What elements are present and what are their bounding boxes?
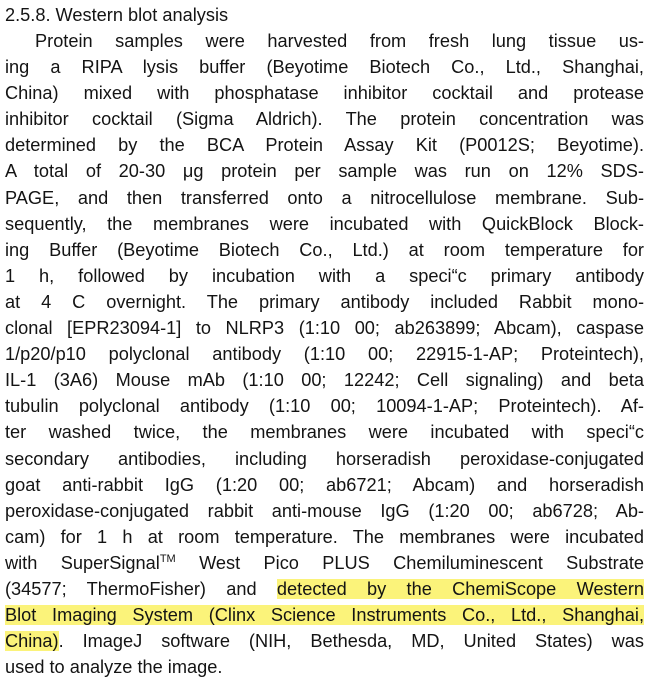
highlighted-text: detected by the ChemiScope Western <box>276 578 644 599</box>
paragraph-line: ing a RIPA lysis buffer (Beyotime Biotech Co., Ltd., Shanghai, <box>5 57 644 78</box>
paragraph-line <box>5 576 644 602</box>
paragraph-line <box>5 628 644 654</box>
line-text: West Pico PLUS Chemiluminescent Substrate <box>175 552 644 573</box>
paragraph-line <box>5 550 644 576</box>
paragraph-line: IL-1 (3A6) Mouse mAb (1:10 00; 12242; Cell signaling) and beta <box>5 370 644 391</box>
paragraph-line: at 4 C overnight. The primary antibody included Rabbit mono- <box>5 291 644 312</box>
paragraph-line: used to analyze the image. <box>5 657 223 678</box>
paragraph-line: Protein samples were harvested from fresh lung tissue us- <box>35 31 644 51</box>
paragraph-line: ing Buffer (Beyotime Biotech Co., Ltd.) at room temperature for <box>5 239 644 260</box>
paragraph-line: secondary antibodies, including horseradish peroxidase-conjugated <box>5 448 644 469</box>
paragraph-line: goat anti-rabbit IgG (1:20 00; ab6721; Abcam) and horseradish <box>5 474 644 495</box>
line-text: with SuperSignal <box>5 552 160 573</box>
paragraph-line <box>5 602 644 628</box>
paragraph-line: cam) for 1 h at room temperature. The membranes were incubated <box>5 526 644 547</box>
section-heading: 2.5.8. Western blot analysis <box>5 5 229 25</box>
paragraph-line: tubulin polyclonal antibody (1:10 00; 10094-1-AP; Proteintech). Af- <box>5 396 644 417</box>
paragraph-line: peroxidase-conjugated rabbit anti-mouse IgG (1:20 00; ab6728; Ab- <box>5 500 644 521</box>
paragraph-line: clonal [EPR23094-1] to NLRP3 (1:10 00; ab263899; Abcam), caspase <box>5 318 644 339</box>
paragraph-line: ter washed twice, the membranes were incubated with speci“c <box>5 422 644 443</box>
document-body <box>5 2 644 680</box>
paragraph-line: China) mixed with phosphatase inhibitor cocktail and protease <box>5 83 644 104</box>
paragraph-line: 1/p20/p10 polyclonal antibody (1:10 00; 22915-1-AP; Proteintech), <box>5 344 644 365</box>
paragraph-line: sequently, the membranes were incubated with QuickBlock Block- <box>5 213 644 234</box>
line-text: (34577; ThermoFisher) and <box>5 578 277 599</box>
trademark-superscript: TM <box>159 552 176 565</box>
line-text: . ImageJ software (NIH, Bethesda, MD, United States) was <box>58 631 644 652</box>
highlighted-text: China) <box>5 631 59 652</box>
paragraph-line: A total of 20-30 μg protein per sample was run on 12% SDS- <box>5 161 644 182</box>
paragraph-line: determined by the BCA Protein Assay Kit (P0012S; Beyotime). <box>5 135 644 156</box>
paragraph-line: 1 h, followed by incubation with a speci“c primary antibody <box>5 265 644 286</box>
highlighted-text: Blot Imaging System (Clinx Science Instruments Co., Ltd., Shanghai, <box>5 605 644 626</box>
paragraph-line: PAGE, and then transferred onto a nitrocellulose membrane. Sub- <box>5 187 644 208</box>
paragraph-line: inhibitor cocktail (Sigma Aldrich). The protein concentration was <box>5 109 644 130</box>
